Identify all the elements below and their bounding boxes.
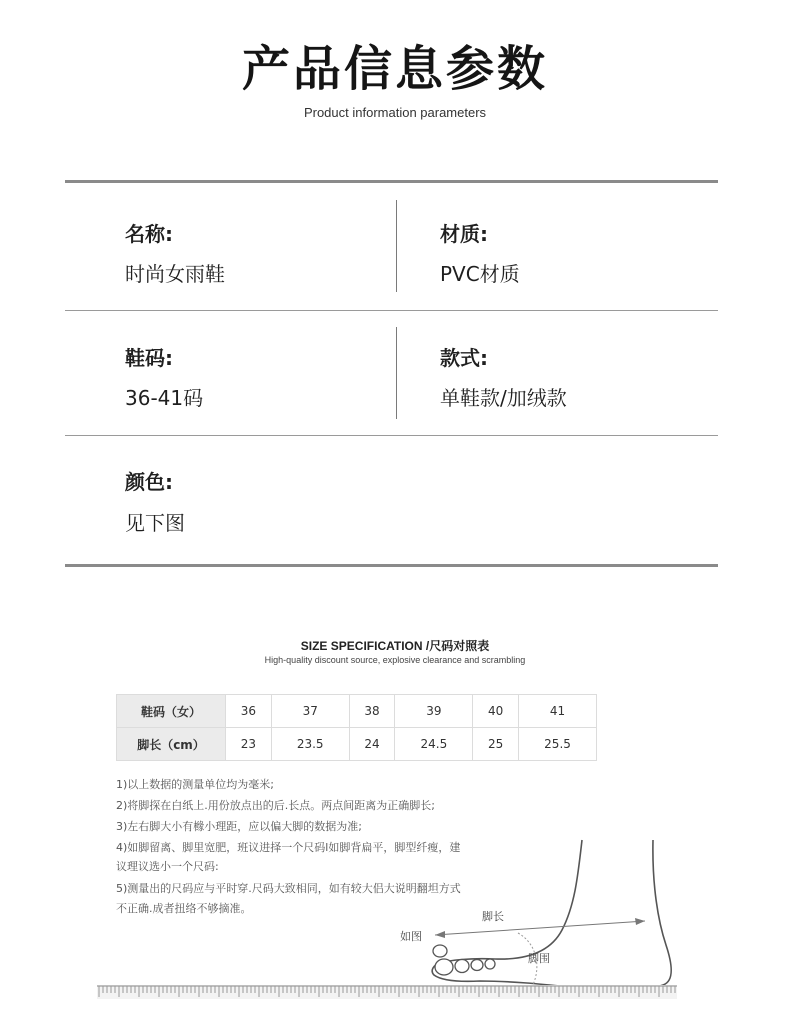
table-cell: 38 bbox=[349, 695, 395, 728]
table-cell: 23.5 bbox=[271, 728, 349, 761]
toe bbox=[435, 959, 453, 975]
table-row-header: 鞋码（女） bbox=[117, 695, 226, 728]
row-divider bbox=[65, 435, 718, 436]
color-label: 颜色: bbox=[125, 470, 173, 494]
note-line: 不正确.成者扭络不够摘准。 bbox=[116, 902, 252, 915]
figure-label: 如图 bbox=[400, 930, 422, 943]
table-row bbox=[117, 695, 597, 728]
size-label: 鞋码: bbox=[125, 346, 173, 370]
name-label: 名称: bbox=[125, 222, 173, 246]
table-cell: 24.5 bbox=[395, 728, 473, 761]
column-divider bbox=[396, 200, 397, 292]
table-cell: 36 bbox=[226, 695, 272, 728]
top-divider bbox=[65, 180, 718, 183]
table-cell: 24 bbox=[349, 728, 395, 761]
foot-length-arrow bbox=[435, 921, 645, 935]
foot-girth-label: 脚围 bbox=[528, 952, 550, 965]
note-line: 5)测量出的尺码应与平时穿.尺码大致相同，如有较大侣大说明翻坦方式 bbox=[116, 882, 461, 895]
size-table bbox=[116, 694, 597, 761]
style-label: 款式: bbox=[440, 346, 488, 370]
note-line: 3)左右脚大小有橼小理距，应以偏大脚的数据为准; bbox=[116, 820, 362, 833]
note-line: 2)将脚探在白纸上.用份放点出的后.长点。两点间距离为正确脚长; bbox=[116, 799, 435, 812]
note-line: 4)如脚留离、脚里宽肥，班议进择一个尺码l如脚背扁平，脚型纤瘦，建 bbox=[116, 841, 461, 854]
page-subtitle: Product information parameters bbox=[303, 105, 487, 120]
style-value: 单鞋款/加绒款 bbox=[440, 386, 567, 410]
bottom-divider bbox=[65, 564, 718, 567]
table-row bbox=[117, 728, 597, 761]
size-value: 36-41码 bbox=[125, 386, 204, 410]
size-spec-subtitle: High-quality discount source, explosive clearance and scrambling bbox=[264, 655, 526, 665]
measuring-ruler bbox=[97, 985, 677, 999]
toe bbox=[485, 959, 495, 969]
table-cell: 25.5 bbox=[519, 728, 597, 761]
toe bbox=[433, 945, 447, 957]
color-value: 见下图 bbox=[125, 511, 185, 535]
table-cell: 39 bbox=[395, 695, 473, 728]
page-title: 产品信息参数 bbox=[241, 41, 548, 97]
table-cell: 25 bbox=[473, 728, 519, 761]
material-label: 材质: bbox=[440, 222, 488, 246]
table-row-header: 脚长（cm） bbox=[117, 728, 226, 761]
foot-diagram bbox=[400, 835, 700, 995]
table-cell: 41 bbox=[519, 695, 597, 728]
row-divider bbox=[65, 310, 718, 311]
table-cell: 40 bbox=[473, 695, 519, 728]
table-cell: 23 bbox=[226, 728, 272, 761]
note-line: 1)以上数据的测量单位均为毫米; bbox=[116, 778, 274, 791]
toe bbox=[455, 960, 469, 973]
toe bbox=[471, 960, 483, 971]
name-value: 时尚女雨鞋 bbox=[125, 262, 225, 286]
size-spec-title: SIZE SPECIFICATION /尺码对照表 bbox=[300, 639, 490, 653]
column-divider bbox=[396, 327, 397, 419]
note-line: 议理议选小一个尺码: bbox=[116, 860, 219, 873]
material-value: PVC材质 bbox=[440, 262, 520, 286]
table-cell: 37 bbox=[271, 695, 349, 728]
foot-length-label: 脚长 bbox=[482, 910, 504, 923]
